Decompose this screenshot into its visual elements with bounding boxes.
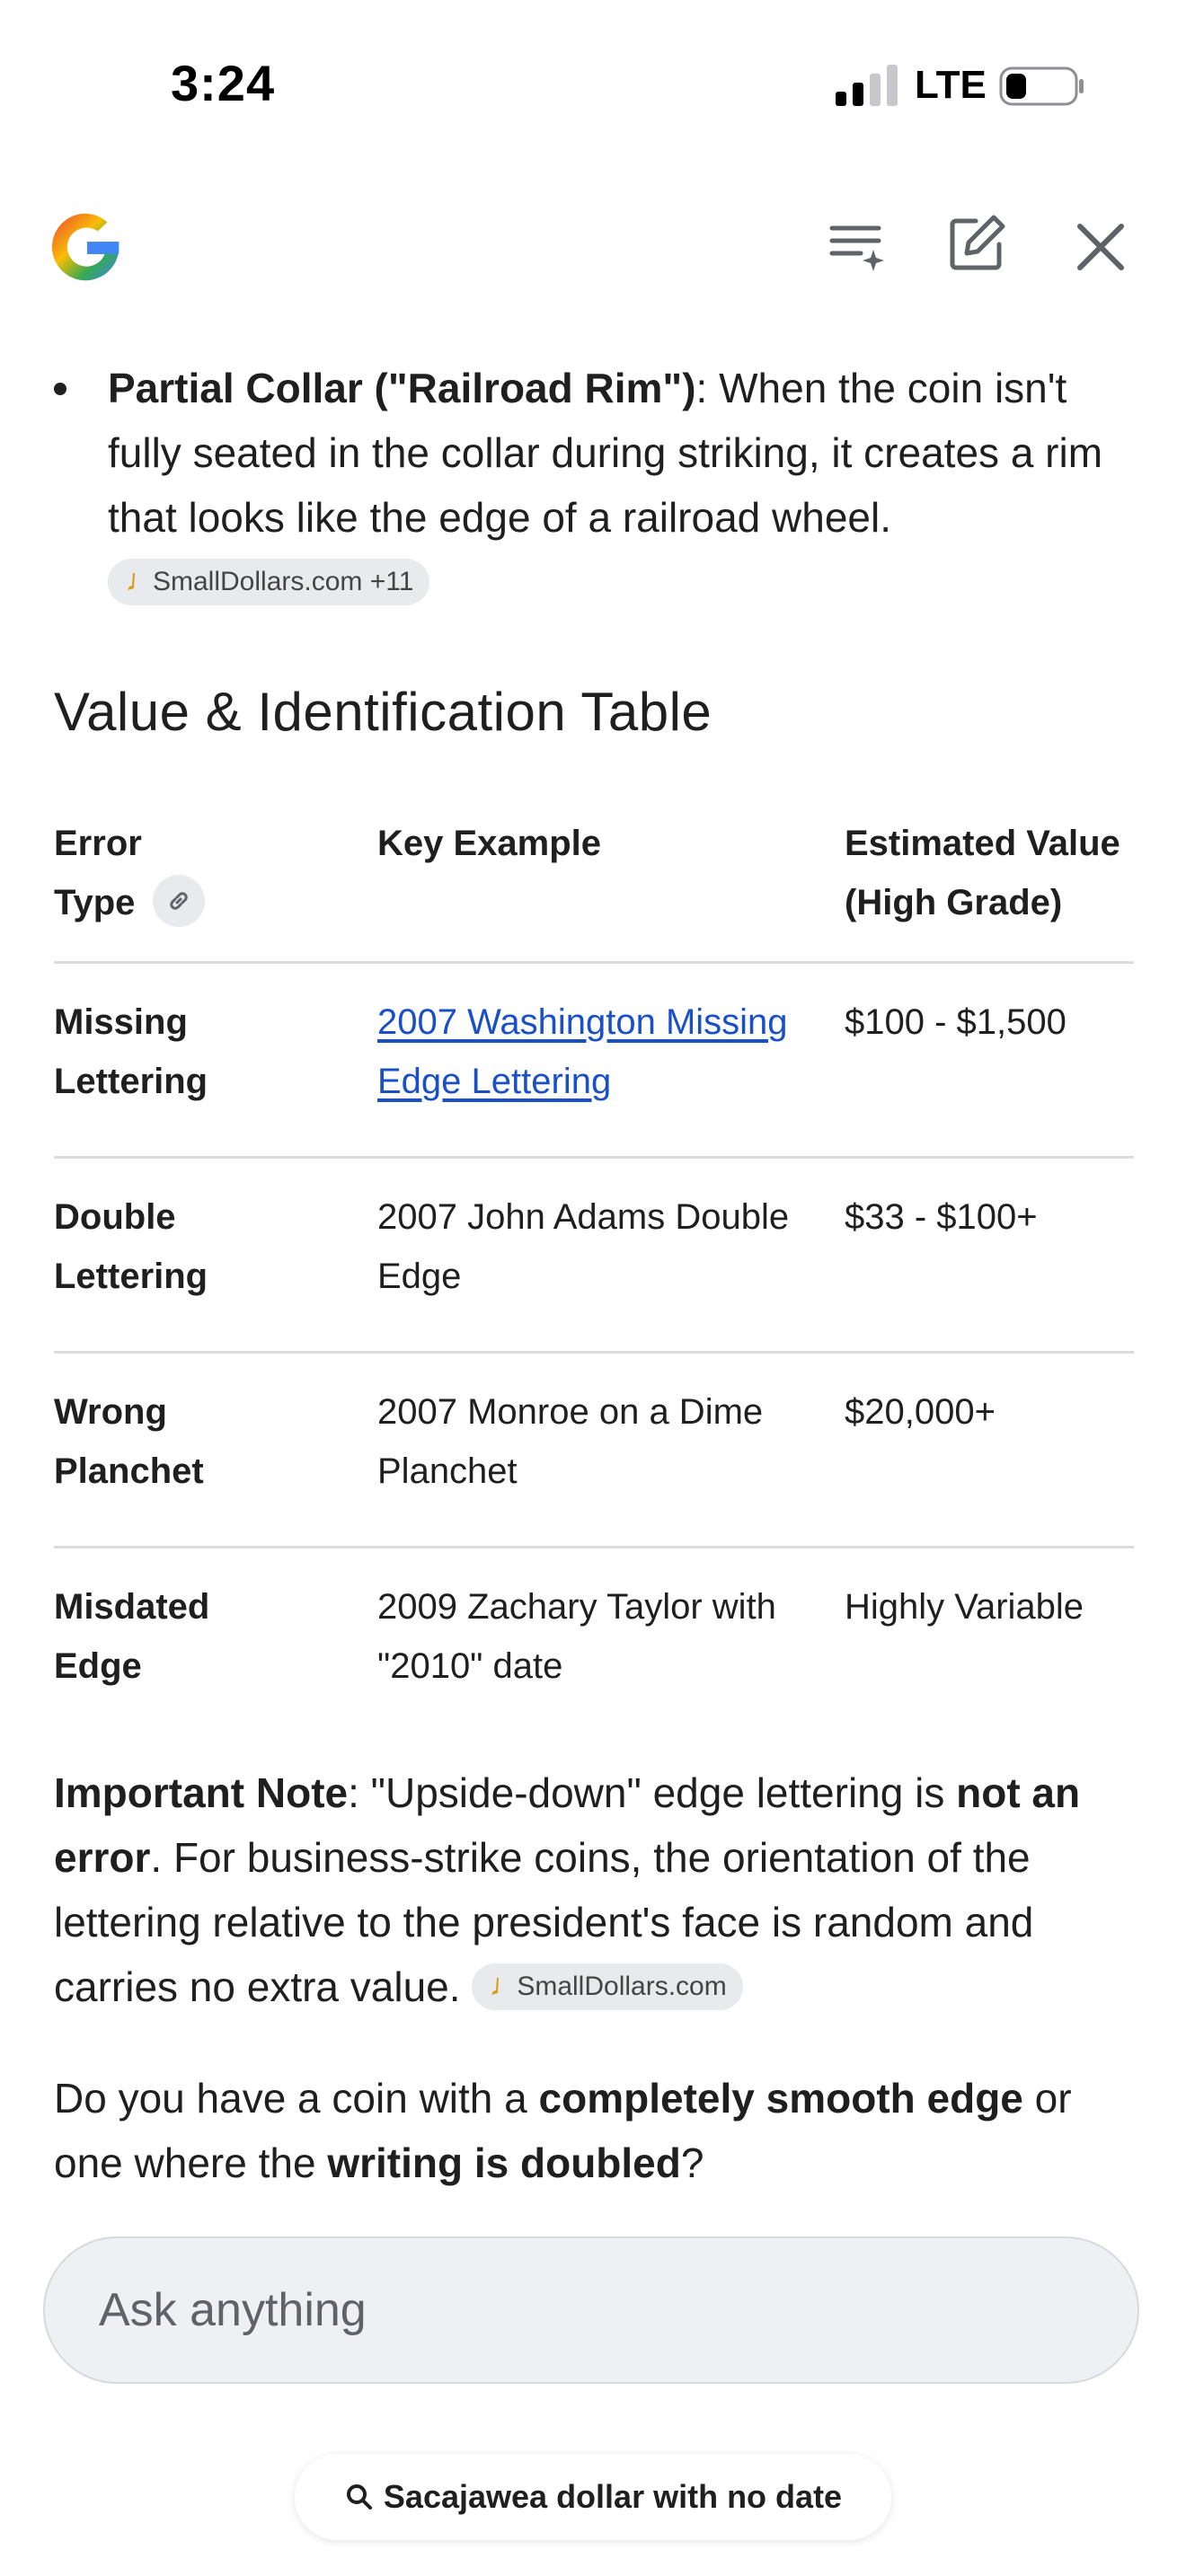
bullet-partial-collar — [54, 356, 1132, 614]
question-text-3: ? — [680, 2139, 704, 2186]
table-row — [54, 1353, 1134, 1548]
suggestion-label: Sacajawea dollar with no date — [383, 2478, 843, 2515]
table-row — [54, 963, 1134, 1158]
question-text-2: or one where the — [54, 2075, 1072, 2186]
playlist-sparkle-icon[interactable] — [827, 216, 890, 278]
question-bold-1: completely smooth edge — [538, 2075, 1023, 2122]
section-heading: Value & Identification Table — [54, 682, 712, 742]
cell-error-type: Double Lettering — [54, 1158, 323, 1353]
source-chip-label: SmallDollars.com +11 — [153, 566, 414, 596]
bullet-text: : When the coin isn't fully seated in the collar during striking, it creates a rim that looks like the edge of a railroad wheel. — [108, 365, 1103, 541]
cell-example: 2009 Zachary Taylor with "2010" date — [323, 1548, 845, 1742]
cell-error-type: Missing Lettering — [54, 963, 323, 1158]
cell-example: 2007 Monroe on a Dime Planchet — [323, 1353, 845, 1548]
header-error-type: Error Type — [54, 814, 323, 963]
source-chip[interactable] — [108, 559, 429, 605]
battery-icon — [999, 66, 1085, 106]
question-text-1: Do you have a coin with a — [54, 2075, 539, 2122]
important-note — [54, 1760, 1132, 2019]
cell-example: 2007 John Adams Double Edge — [323, 1158, 845, 1353]
cell-example — [323, 963, 845, 1158]
note-text-2: . For business-strike coins, the orientation of the lettering relative to the president's face is random and carries no extra value. — [54, 1834, 1034, 2010]
smalldollars-favicon-icon — [120, 570, 144, 594]
question-bold-2: writing is doubled — [327, 2139, 681, 2186]
table-row — [54, 1158, 1134, 1353]
note-label: Important Note — [54, 1769, 349, 1816]
signal-strength-icon — [836, 65, 898, 106]
smalldollars-favicon-icon — [484, 1975, 508, 1998]
example-link[interactable]: 2007 Washington Missing Edge Lettering — [377, 1002, 788, 1101]
google-logo-icon[interactable] — [41, 203, 129, 291]
status-time: 3:24 — [171, 55, 276, 111]
header-key-example: Key Example — [377, 824, 602, 863]
bullet-title: Partial Collar ("Railroad Rim") — [108, 365, 696, 411]
source-chip-label: SmallDollars.com — [517, 1971, 727, 2001]
cell-value: $20,000+ — [845, 1353, 1134, 1548]
note-text-1: : "Upside-down" edge lettering is — [348, 1769, 957, 1816]
table-row — [54, 1548, 1134, 1742]
ask-input-placeholder: Ask anything — [99, 2284, 367, 2336]
close-icon[interactable] — [1069, 216, 1132, 278]
cell-error-type: Wrong Planchet — [54, 1353, 323, 1548]
copy-link-icon[interactable] — [153, 875, 205, 927]
cell-value: Highly Variable — [845, 1548, 1134, 1742]
cell-error-type: Misdated Edge — [54, 1548, 323, 1742]
table-header-row — [54, 814, 1134, 963]
search-icon — [344, 2482, 375, 2512]
edit-icon[interactable] — [945, 212, 1008, 275]
value-identification-table — [54, 814, 1134, 1741]
cell-value: $100 - $1,500 — [845, 963, 1134, 1158]
network-type: LTE — [915, 63, 987, 107]
header-estimated-value: Estimated Value (High Grade) — [845, 824, 1120, 922]
suggestion-chip[interactable] — [295, 2454, 891, 2540]
note-bold: not an error — [54, 1769, 1081, 1881]
cell-value: $33 - $100+ — [845, 1158, 1134, 1353]
follow-up-question — [54, 2066, 1132, 2195]
source-chip[interactable] — [472, 1963, 742, 2010]
ask-input[interactable] — [43, 2236, 1139, 2384]
bullet-dot — [54, 383, 66, 395]
